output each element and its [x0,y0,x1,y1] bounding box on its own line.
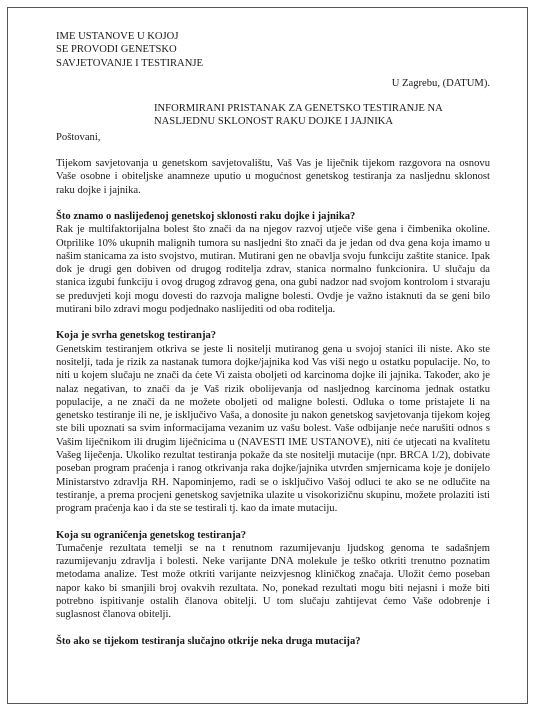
section-text: Tumačenje rezultata temelji se na t renutnom razumijevanju ljudskog genoma te sadašnjem razumijevanju zdravlja i bolesti. Neke varijante DNA molekule je teško otkriti trenutno poznatim metodama analize. Test može otkriti varijante neizvjesnog kliničkog značaja. Uložit ćemo poseban napor kako bi smanjili broj ovakvih rezultata. No, ponekad rezultati mogu biti nejasni i može biti potrebno ispitivanje ostalih članova obitelji. U tom slučaju zahtijevat ćemo Vaše odobrenje i suglasnost članova obitelji. [56,542,490,621]
intro-paragraph: Tijekom savjetovanja u genetskom savjetovalištu, Vaš Vas je liječnik tijekom razgovora na osnovu Vaše osobne i obiteljske anamneze uputio u mogućnost genetskog testiranja za nasljednu sklonost raku dojke i jajnika. [56,158,490,196]
section-heading: Koja je svrha genetskog testiranja? [56,330,217,342]
document-page [7,7,528,704]
title-line-1: INFORMIRANI PRISTANAK ZA GENETSKO TESTIRANJE NA [154,103,443,115]
place-date: U Zagrebu, (DATUM). [391,77,490,89]
institution-line-3: SAVJETOVANJE I TESTIRANJE [56,57,203,69]
section-heading: Koja su ograničenja genetskog testiranja? [56,529,247,541]
section-heading: Što znamo o naslijeđenoj genetskoj sklonosti raku dojke i jajnika? [56,210,356,222]
section-heading: Što ako se tijekom testiranja slučajno otkrije neka druga mutacija? [56,635,361,647]
title-line-2: NASLJEDNU SKLONOST RAKU DOJKE I JAJNIKA [154,116,394,128]
document-title [56,102,490,129]
section-text: Rak je multifaktorijalna bolest što znači da na njegov razvoj utječe više gena i čimbenika okoline. Otprilike 10% ukupnih malignih tumora su nasljedni što znači da je jedan od dva gena koja imamo u našim stanicama za isto svojstvo, mutiran. Mutirani gen ne obavlja svoju funkciju zaštite stanice. Ipak dok je drugi gen dobiven od drugog roditelja zdrav, stanica normalno funkcionira. U slučaju da stanica izgubi funkciju i ovog drugog zdravog gena, ona gubi nadzor nad svojom kontrolom i stvaraju se preduvjeti koji mogu dovesti do razvoja maligne bolesti. Ovdje je važno istaknuti da se geni bilo mutirani bilo zdravi mogu podjednako naslijediti od oba roditelja. [56,224,490,316]
institution-line-2: SE PROVODI GENETSKO [56,44,177,56]
greeting: Poštovani, [56,131,101,143]
institution-line-1: IME USTANOVE U KOJOJ [56,31,179,42]
institution-block [56,30,490,70]
document-content [56,30,490,648]
section-text: Genetskim testiranjem otkriva se jeste li nositelji mutiranog gena u svojoj stanici ili niste. Ako ste nositelji, tada je rizik za nastanak tumora dojke/jajnika kod Vas viši nego u ostatku populacije. No, to niti u kojem slučaju ne znači da ćete Vi zaista oboljeti od karcinoma dojke ili jajnika. Također, ako je nalaz negativan, to znači da je Vaš rizik obolijevanja od nasljednog karcinoma jednak ostatku populacije, a ne znači da ne možete oboljeti od maligne bolesti. Odluka o tome pristajete li na genetsko testiranje ili ne, je isključivo Vaša, a donosite ju nakon genetskog savjetovanja tijekom kojeg ste bili upoznati sa svim informacijama vezanim uz vašu bolest. Vaše odbijanje neće narušiti odnos s Vašim liječnikom ili drugim liječnicima u (NAVESTI IME USTANOVE), niti će utjecati na kvalitetu Vašeg liječenja. Ukoliko rezultat testiranja pokaže da ste nositelji mutacije (npr. BRCA 1/2), dobivate poseban program praćenja i ranog otkrivanja raka dojke/jajnika utvrđen smjernicama koje je donijelo Ministarstvo zdravlja RH. Napominjemo, radi se o isključivo Vašoj odluci te ako se ne odlučite na testiranje, a prema procjeni genetskog savjetnika ulazite u visokorizičnu skupinu, možete prolaziti isti program praćenja kao i da ste se testirali tj. kao da imate mutaciju. [56,343,490,515]
